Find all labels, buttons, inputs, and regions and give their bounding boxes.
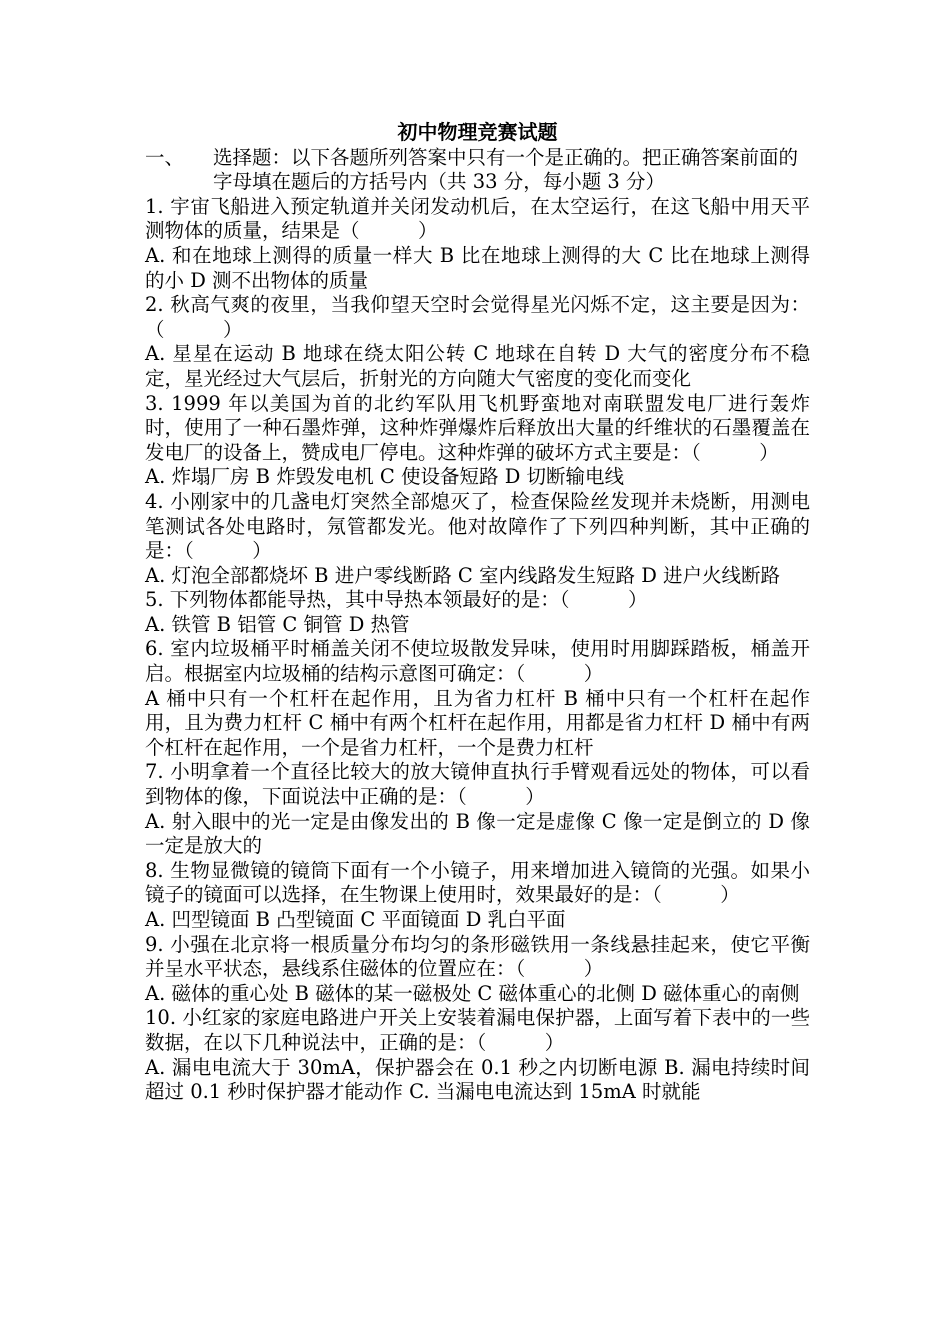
question-8-options: A. 凹型镜面 B 凸型镜面 C 平面镜面 D 乳白平面 — [145, 908, 566, 931]
question-2-options: A. 星星在运动 B 地球在绕太阳公转 C 地球在自转 D 大气的密度分布不稳定，星光经过大气层后，折射光的方向随大气密度的变化而变化 — [145, 342, 810, 390]
document-title: 初中物理竞赛试题 — [397, 120, 558, 144]
question-3-options: A. 炸塌厂房 B 炸毁发电机 C 使设备短路 D 切断输电线 — [145, 465, 625, 489]
question-1: 1. 宇宙飞船进入预定轨道并关闭发动机后，在太空运行，在这飞船中用天平测物体的质量，结果是（ ） — [145, 194, 810, 243]
question-6-options: A 桶中只有一个杠杆在起作用，且为省力杠杆 B 桶中只有一个杠杆在起作用，且为费力杠杆 C 桶中有两个杠杆在起作用，用都是省力杠杆 D 桶中有两个杠杆在起作用，一个是省力杠杆，一个是费力杠杆 — [145, 686, 810, 759]
document-body — [145, 120, 810, 1105]
section-instructions: 选择题：以下各题所列答案中只有一个是正确的。把正确答案前面的字母填在题后的方括号内（共 33 分，每小题 3 分） — [213, 145, 799, 194]
question-6: 6. 室内垃圾桶平时桶盖关闭不使垃圾散发异味，使用时用脚踩踏板，桶盖开启。根据室内垃圾桶的结构示意图可确定：（ ） — [145, 637, 810, 686]
question-9: 9. 小强在北京将一根质量分布均匀的条形磁铁用一条线悬挂起来，使它平衡并呈水平状态，悬线系住磁体的位置应在：（ ） — [145, 932, 810, 981]
question-7: 7. 小明拿着一个直径比较大的放大镜伸直执行手臂观看远处的物体，可以看到物体的像，下面说法中正确的是：（ ） — [145, 760, 810, 809]
question-4-options: A. 灯泡全部都烧坏 B 进户零线断路 C 室内线路发生短路 D 进户火线断路 — [145, 563, 781, 587]
question-10: 10. 小红家的家庭电路进户开关上安装着漏电保护器，上面写着下表中的一些数据，在以下几种说法中，正确的是：（ ） — [145, 1006, 810, 1054]
question-1-options: A. 和在地球上测得的质量一样大 B 比在地球上测得的大 C 比在地球上测得的小 D 测不出物体的质量 — [145, 243, 810, 292]
question-9-options: A. 磁体的重心处 B 磁体的某一磁极处 C 磁体重心的北侧 D 磁体重心的南侧 — [145, 981, 800, 1005]
question-10-options: A. 漏电电流大于 30mA，保护器会在 0.1 秒之内切断电源 B. 漏电持续时间超过 0.1 秒时保护器才能动作 C. 当漏电电流达到 15mA 时就能 — [145, 1055, 810, 1104]
question-7-options: A. 射入眼中的光一定是由像发出的 B 像一定是虚像 C 像一定是倒立的 D 像一定是放大的 — [145, 809, 810, 858]
question-5-options: A. 铁管 B 铝管 C 铜管 D 热管 — [145, 612, 410, 636]
section-number: 一、 — [145, 145, 185, 169]
question-2: 2. 秋高气爽的夜里，当我仰望天空时会觉得星光闪烁不定，这主要是因为：（ ） — [145, 293, 810, 341]
question-5: 5. 下列物体都能导热，其中导热本领最好的是：（ ） — [145, 588, 648, 612]
question-3: 3. 1999 年以美国为首的北约军队用飞机野蛮地对南联盟发电厂进行轰炸时，使用了一种石墨炸弹，这种炸弹爆炸后释放出大量的纤维状的石墨覆盖在发电厂的设备上，赞成电厂停电。这种炸弹的破坏方式主要是：（ ） — [145, 391, 810, 464]
question-4: 4. 小刚家中的几盏电灯突然全部熄灭了，检查保险丝发现并未烧断，用测电笔测试各处电路时，氖管都发光。他对故障作了下列四种判断，其中正确的是：（ ） — [145, 489, 810, 563]
section-heading — [145, 146, 810, 195]
question-8: 8. 生物显微镜的镜筒下面有一个小镜子，用来增加进入镜筒的光强。如果小镜子的镜面可以选择，在生物课上使用时，效果最好的是：（ ） — [145, 858, 810, 907]
